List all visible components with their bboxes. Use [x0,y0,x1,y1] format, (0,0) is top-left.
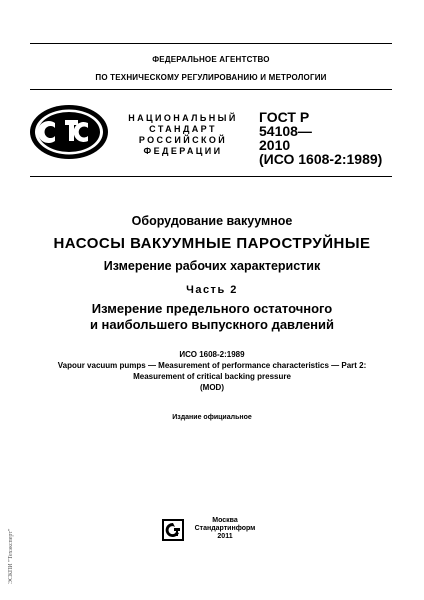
subtitle-line-1: Измерение предельного остаточного [91,301,333,316]
edition-label: Издание официальное [172,414,252,421]
agency-line-2: ПО ТЕХНИЧЕСКОМУ РЕГУЛИРОВАНИЮ И МЕТРОЛОГИИ [95,73,327,82]
top-rule [30,43,392,44]
iso-english-line-1: Vapour vacuum pumps — Measurement of performance characteristics — Part 2: [57,361,367,370]
header-bottom-rule [30,89,392,90]
gost-code-line-4: (ИСО 1608-2:1989) [259,151,383,167]
publisher-name: Стандартинформ [194,525,256,532]
iso-english-line-2: Measurement of critical backing pressure [133,372,291,381]
standard-word-4: ФЕДЕРАЦИИ [143,146,223,156]
standard-word-1: НАЦИОНАЛЬНЫЙ [128,113,238,123]
standard-word-2: СТАНДАРТ [149,124,217,134]
side-watermark-text: ЭСКПИ "Техэксперт" [8,528,14,584]
gost-code-line-3: 2010 [259,137,291,153]
part-label: Часть 2 [186,284,238,296]
title-line-3: Измерение рабочих характеристик [103,259,321,273]
publisher-city: Москва [212,517,238,524]
iso-english-line-3: (MOD) [200,383,224,392]
publisher-year: 2011 [217,533,233,540]
standard-bottom-rule [30,176,392,177]
gost-code-line-2: 54108— [259,123,312,139]
subtitle-line-2: и наибольшего выпускного давлений [89,317,335,332]
title-line-2: НАСОСЫ ВАКУУМНЫЕ ПАРОСТРУЙНЫЕ [53,235,371,252]
title-line-1: Оборудование вакуумное [131,214,293,228]
standard-word-3: РОССИЙСКОЙ [138,135,228,145]
iso-reference: ИСО 1608-2:1989 [179,350,245,359]
gost-code-line-1: ГОСТ Р [259,109,310,125]
agency-line-1: ФЕДЕРАЛЬНОЕ АГЕНТСТВО [152,55,270,64]
rst-logo-icon [28,103,110,161]
publisher-logo-icon [162,519,184,541]
